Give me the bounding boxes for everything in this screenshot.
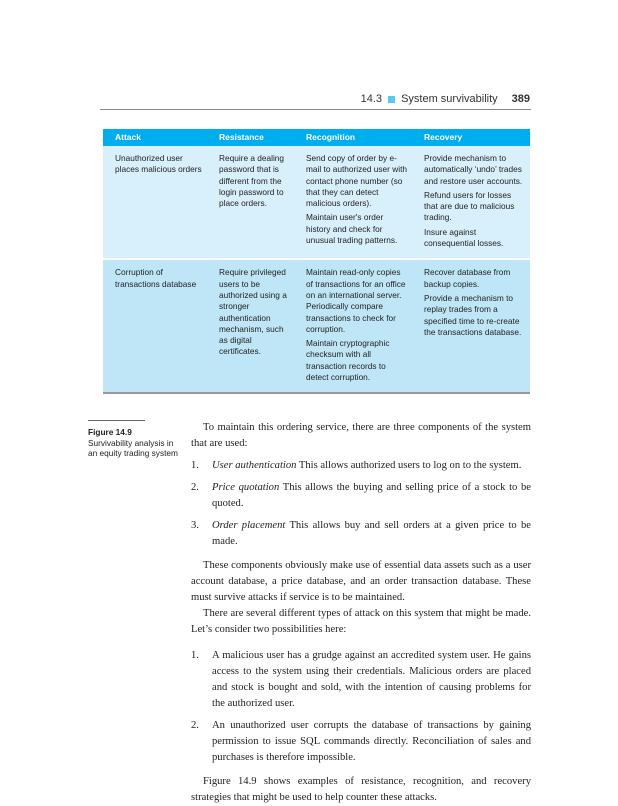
paragraph-4: Figure 14.9 shows examples of resistance, recognition, and recovery strategies that might be used to help counter these attacks. [191,776,531,804]
cell-resistance [207,259,294,393]
cell-text: Recover database from backup copies. [424,267,511,289]
attack-list [191,648,531,766]
cell-text: Refund users for losses that are due to malicious trading. [424,189,515,223]
survivability-table [103,129,530,394]
cell-text: Require privileged users to be authorized using a stronger authentication mechanism, such as digital certificates. [219,267,287,357]
body-text [191,420,531,806]
cell-text: Provide mechanism to automatically ‘undo’ trades and restore user accounts. [424,153,523,186]
col-recognition: Recognition [294,129,412,146]
table-row [103,146,530,259]
list-item [191,518,531,550]
figure-label: Figure 14.9 [88,427,132,438]
page-number: 389 [511,93,530,105]
component-list [191,458,531,550]
item-text: This allows buy and sell orders at a given price to be made. [212,520,531,548]
cell-text: Insure against consequential losses. [424,226,504,249]
cell-text: Corruption of transactions database [115,267,197,289]
item-term: User authentication [212,460,297,472]
running-header [361,93,530,105]
cell-recognition [294,146,412,259]
paragraph-1: To maintain this ordering service, there are three components of the system that are used: [191,422,531,450]
cell-text: Send copy of order by e-mail to authorized user with contact phone number (so that they can detect malicious orders). [306,153,407,209]
item-text: This allows the buying and selling price of a stock to be quoted. [212,482,532,510]
cell-text: Provide a mechanism to replay trades from a specified time to re-create the transactions database. [424,292,522,337]
section-number: 14.3 [360,93,383,105]
item-number: 1. [191,650,199,662]
cell-recognition [294,259,412,393]
col-resistance: Resistance [207,129,294,146]
figure-text: Survivability analysis in an equity trading system [88,437,178,459]
item-number: 3. [191,520,199,532]
cell-text: Maintain cryptographic checksum with all transaction records to detect corruption. [306,338,390,383]
list-item [191,648,531,712]
item-text: This allows authorized users to log on to the system. [296,460,522,472]
item-text: A malicious user has a grudge against an accredited system user. He gains access to the system using their credentials. Malicious orders are placed and stock is bought and sold, with the intention of causing problems for the authorized user. [212,650,531,710]
cell-attack [103,146,207,259]
item-term: Order placement [212,520,286,532]
cell-resistance [207,146,294,259]
cell-text: Unauthorized user places malicious orders [115,153,202,175]
item-number: 2. [191,720,199,732]
square-bullet-icon [388,96,395,103]
list-item [191,718,531,766]
item-number: 1. [191,460,199,472]
figure-caption [88,427,180,459]
col-attack: Attack [103,129,207,146]
col-recovery: Recovery [412,129,530,146]
cell-text: Require a dealing password that is different from the login password to place orders. [219,153,285,209]
header-rule [100,109,531,110]
paragraph-3: There are several different types of attack on this system that might be made. Let’s consider two possibilities here: [191,608,531,636]
cell-attack [103,259,207,393]
cell-text: Maintain user's order history and check for unusual trading patterns. [306,212,398,246]
item-term: Price quotation [212,482,280,494]
table-row [103,259,530,393]
item-text: An unauthorized user corrupts the database of transactions by gaining permission to issue SQL commands directly. Reconciliation of sales and purchases is therefore impossible. [212,720,531,764]
cell-recovery [412,146,530,259]
list-item [191,480,531,512]
item-number: 2. [191,482,199,494]
lower-section [0,420,618,806]
paragraph-2: These components obviously make use of essential data assets such as a user account database, a price database, and an order transaction database. These must survive attacks if service is to be maintained. [191,560,531,604]
caption-rule [88,420,145,421]
margin-column [88,420,191,806]
section-title: System survivability [401,93,498,105]
cell-text: Maintain read-only copies of transactions for an office on an international server. Periodically compare transactions to check for corruption. [306,267,406,334]
cell-recovery [412,259,530,393]
list-item [191,458,531,474]
page-content [0,129,618,806]
